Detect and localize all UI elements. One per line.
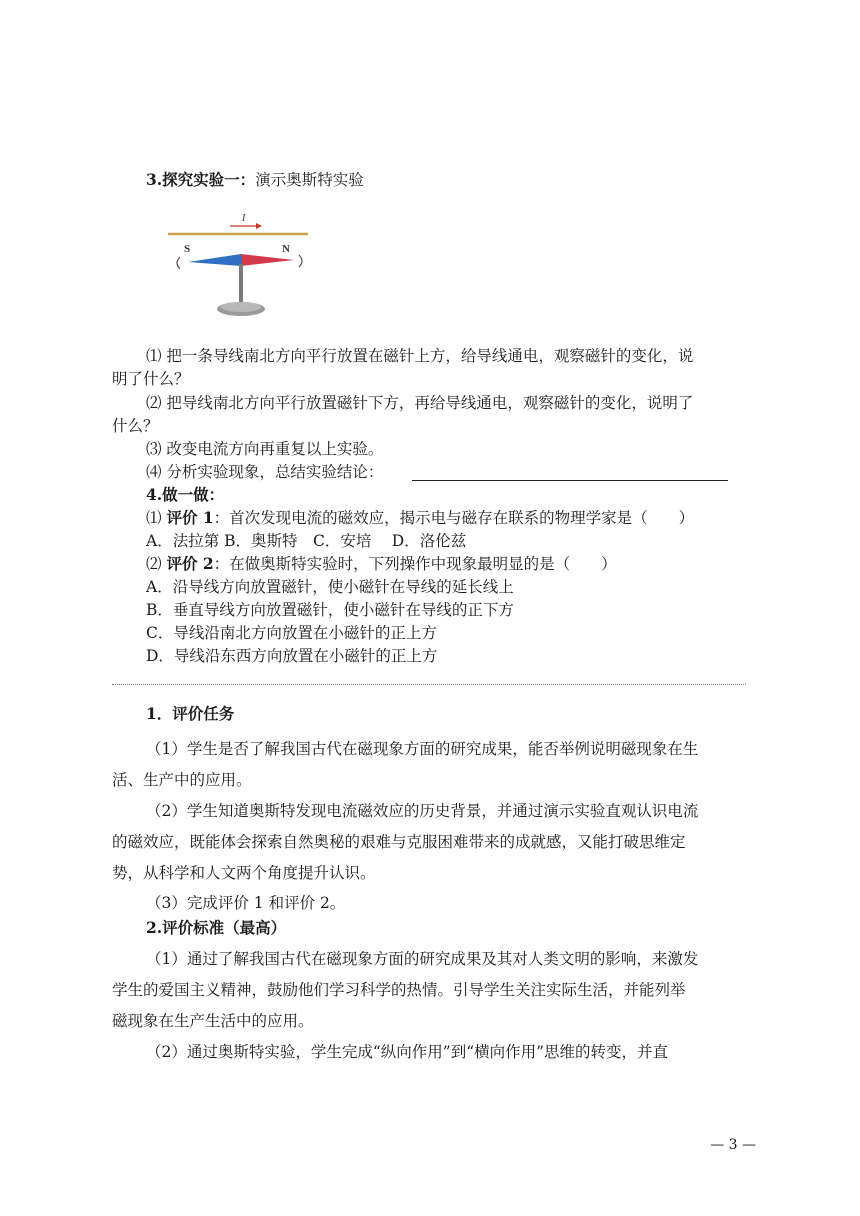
question-1-line-1: ⑴ 把一条导线南北方向平行放置在磁针上方，给导线通电，观察磁针的变化，说 <box>146 347 694 365</box>
section-4-heading: 4.做一做： <box>146 485 225 504</box>
task-1-line-1: （1）学生是否了解我国古代在磁现象方面的研究成果，能否举例说明磁现象在生 <box>146 740 699 758</box>
needle-north-half <box>241 254 294 266</box>
north-pole-label: N <box>282 243 290 255</box>
task-3: （3）完成评价 1 和评价 2。 <box>146 894 346 912</box>
exercise-1-options: A．法拉第 B．奥斯特 C．安培 D．洛伦兹 <box>146 532 467 550</box>
question-3: ⑶ 改变电流方向再重复以上实验。 <box>146 440 384 458</box>
answer-blank-line[interactable] <box>412 480 728 481</box>
exercise-2-option-c: C．导线沿南北方向放置在小磁针的正上方 <box>146 624 437 642</box>
exercise-1-stem <box>146 508 694 528</box>
needle-south-half <box>188 254 241 266</box>
exercise-1-text: ：首次发现电流的磁效应，揭示电与磁存在联系的物理学家是（ ） <box>213 509 695 527</box>
south-pole-label: S <box>184 243 191 255</box>
oersted-experiment-figure <box>166 208 316 328</box>
section-3-heading-bold: 3.探究实验一： <box>146 170 256 189</box>
standard-1-line-1: （1）通过了解我国古代在磁现象方面的研究成果及其对人类文明的影响，来激发 <box>146 950 699 968</box>
current-arrowhead <box>256 223 262 229</box>
exercise-1-number: ⑴ <box>146 509 162 527</box>
page-number: — 3 — <box>710 1137 756 1153</box>
standard-2-line-1: （2）通过奥斯特实验，学生完成“纵向作用”到“横向作用”思维的转变，并直 <box>146 1043 669 1061</box>
section-3-heading <box>146 170 364 190</box>
current-label: I <box>242 213 246 224</box>
exercise-2-option-a: A．沿导线方向放置磁针，使小磁针在导线的延长线上 <box>146 578 514 596</box>
evaluation-task-heading: 1．评价任务 <box>146 704 235 723</box>
rotation-arrow-left-icon <box>177 257 180 269</box>
evaluation-standard-heading: 2.评价标准（最高） <box>146 918 287 937</box>
dotted-divider <box>112 684 746 685</box>
rotation-arrow-right-icon <box>299 255 302 267</box>
exercise-2-option-b: B．垂直导线方向放置磁针，使小磁针在导线的正下方 <box>146 601 514 619</box>
question-4: ⑷ 分析实验现象，总结实验结论： <box>146 463 384 481</box>
task-2-line-2: 的磁效应，既能体会探索自然奥秘的艰难与克服困难带来的成就感，又能打破思维定 <box>112 833 686 851</box>
exercise-1-label: 评价 1 <box>166 508 214 527</box>
standard-1-line-3: 磁现象在生产生活中的应用。 <box>112 1012 314 1030</box>
exercise-2-label: 评价 2 <box>166 554 214 573</box>
needle-stand-pole <box>239 264 243 306</box>
question-1-line-2: 明了什么？ <box>112 370 190 388</box>
exercise-2-stem <box>146 554 617 574</box>
question-2-line-1: ⑵ 把导线南北方向平行放置磁针下方，再给导线通电，观察磁针的变化，说明了 <box>146 394 694 412</box>
standard-1-line-2: 学生的爱国主义精神，鼓励他们学习科学的热情。引导学生关注实际生活，并能列举 <box>112 981 686 999</box>
task-1-line-2: 活、生产中的应用。 <box>112 771 252 789</box>
exercise-2-number: ⑵ <box>146 555 162 573</box>
exercise-2-text: ：在做奥斯特实验时，下列操作中现象最明显的是（ ） <box>213 555 617 573</box>
exercise-2-option-d: D．导线沿东西方向放置在小磁针的正上方 <box>146 647 438 665</box>
question-2-line-2: 什么？ <box>112 417 159 435</box>
task-2-line-1: （2）学生知道奥斯特发现电流磁效应的历史背景，并通过演示实验直观认识电流 <box>146 802 699 820</box>
section-3-heading-text: 演示奥斯特实验 <box>255 171 364 189</box>
task-2-line-3: 势，从科学和人文两个角度提升认识。 <box>112 864 376 882</box>
